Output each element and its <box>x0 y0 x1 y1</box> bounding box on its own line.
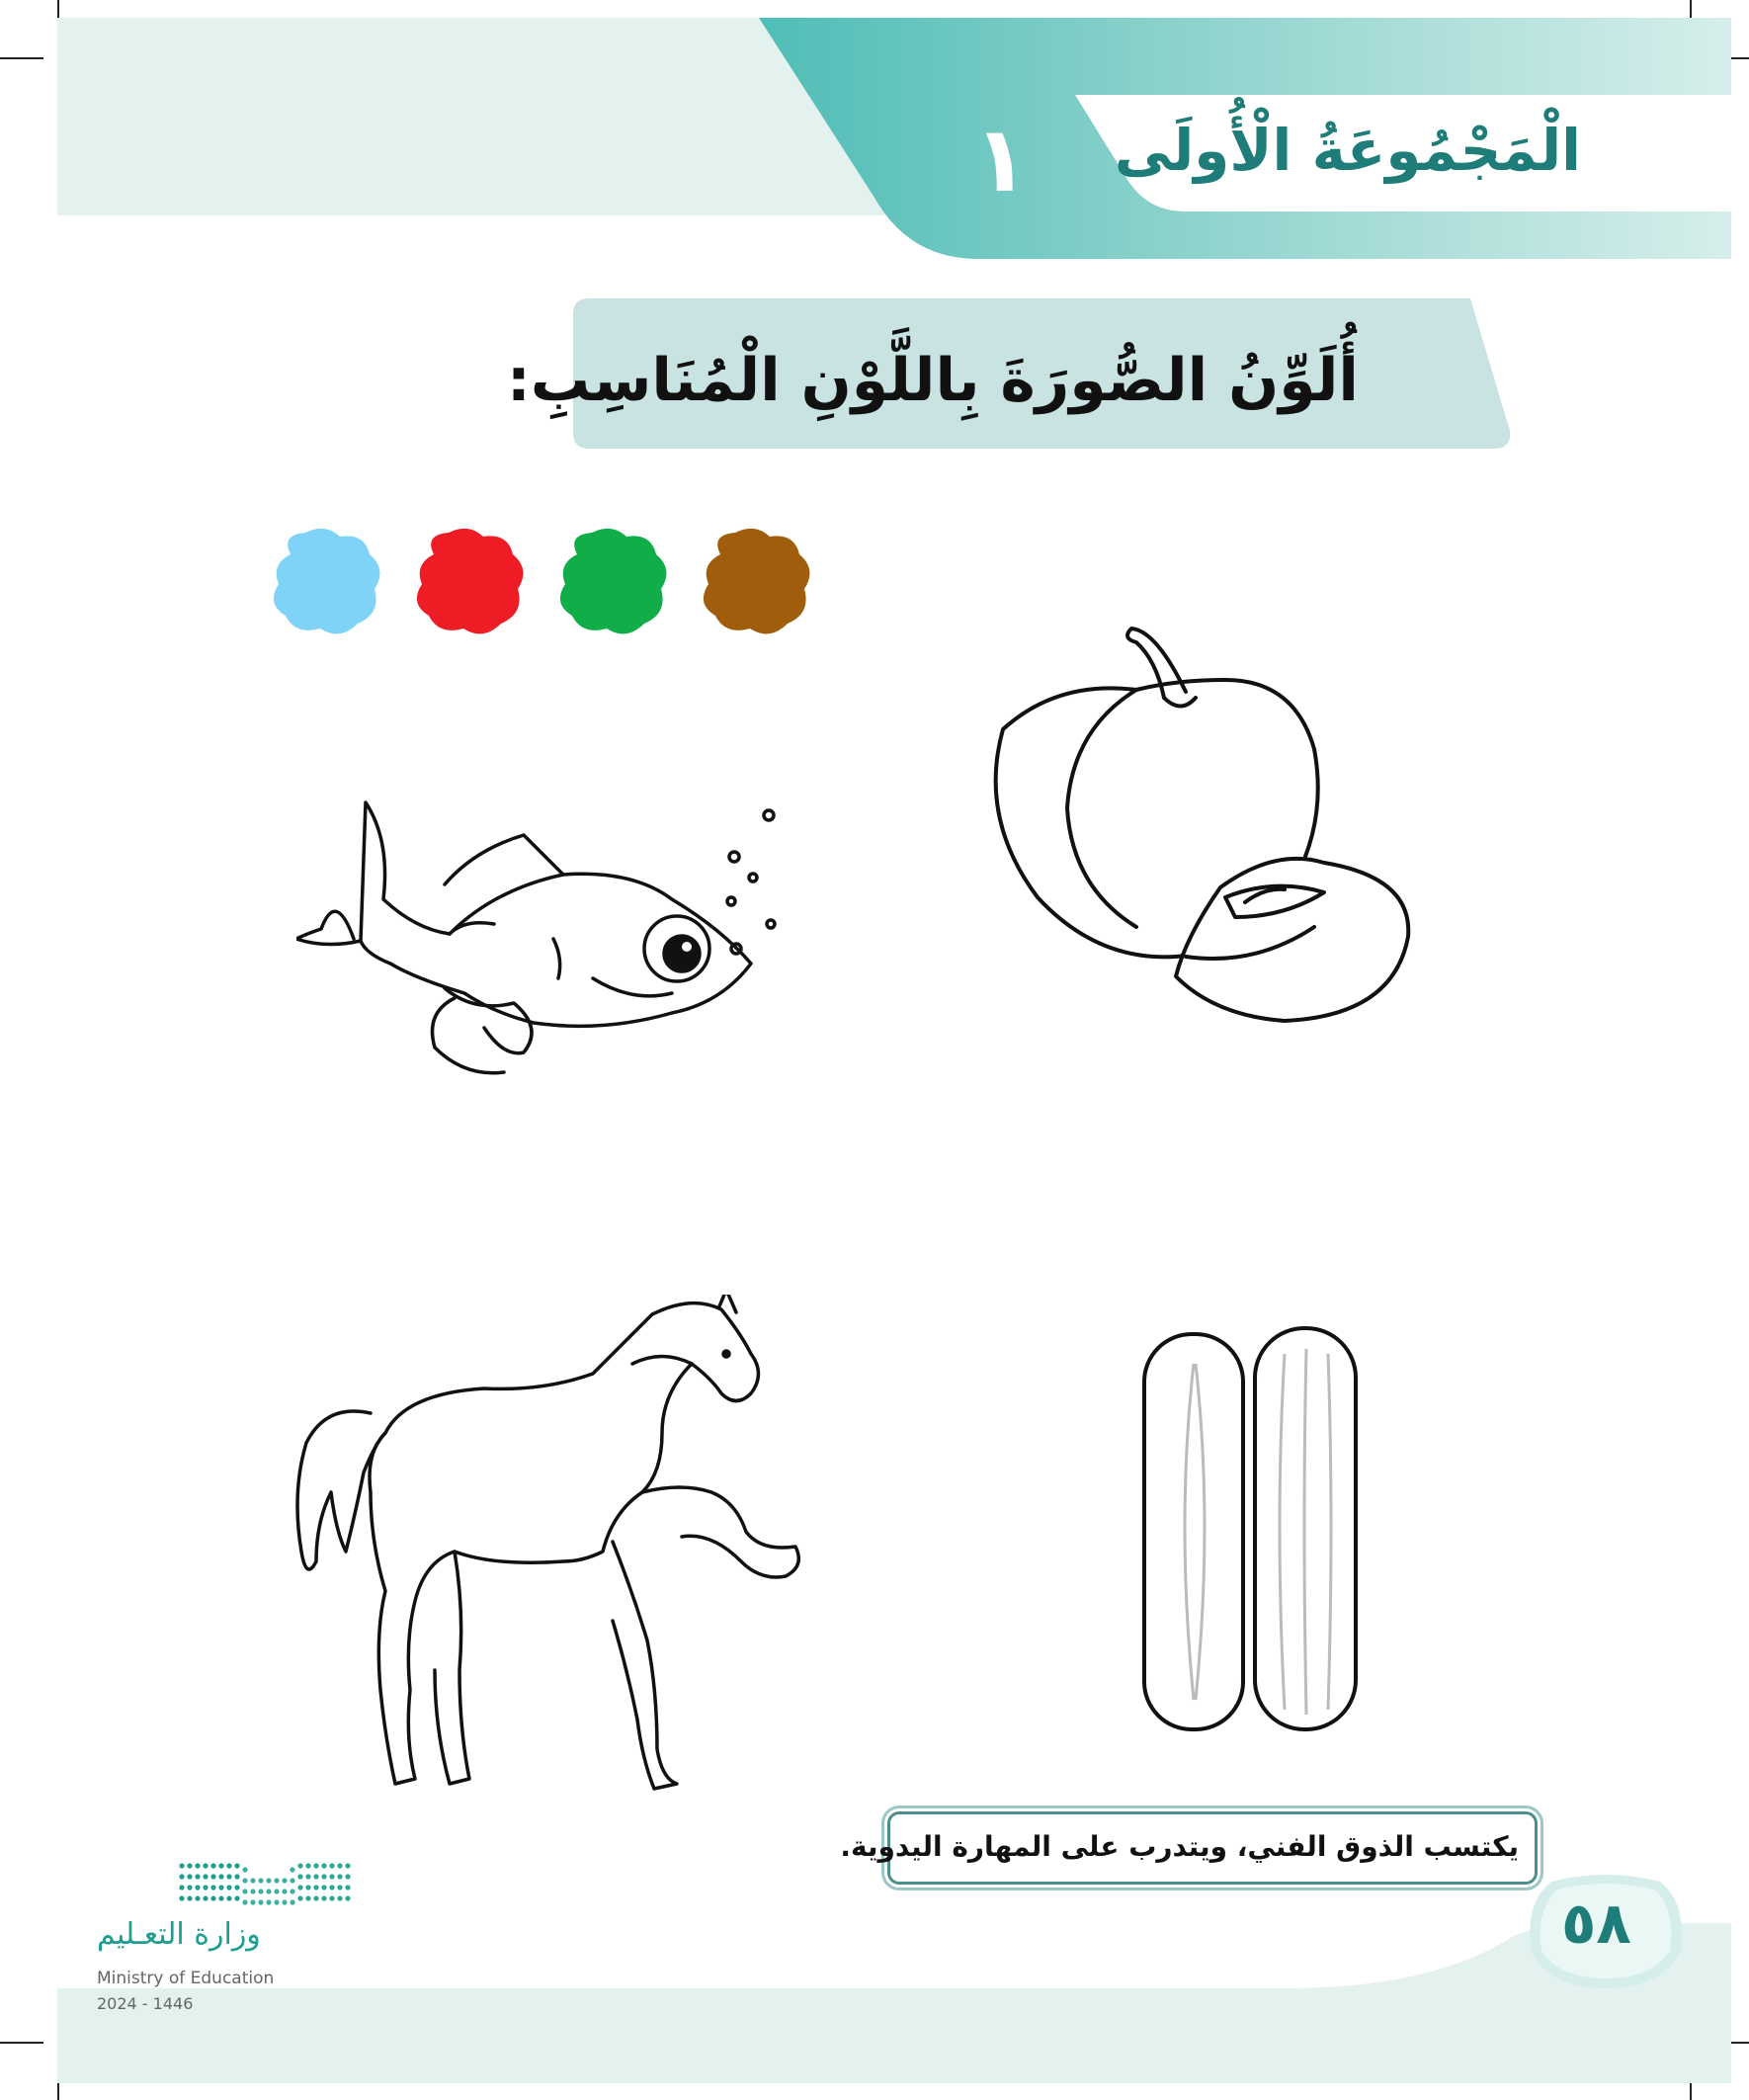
logo-dot <box>274 1878 279 1883</box>
logo-dot <box>329 1885 334 1890</box>
logo-dot <box>274 1889 279 1893</box>
crop-mark <box>0 2042 43 2044</box>
apple-icon <box>988 621 1423 1026</box>
logo-dot <box>266 1899 271 1904</box>
logo-dot <box>290 1899 294 1904</box>
logo-dot <box>297 1885 302 1890</box>
logo-dot <box>250 1899 255 1904</box>
logo-dot <box>321 1885 326 1890</box>
skill-note-text: يكتسب الذوق الفني، ويتدرب على المهارة اليدوية. <box>840 1830 1519 1863</box>
logo-dot <box>329 1863 334 1868</box>
logo-dot <box>210 1885 215 1890</box>
logo-dot <box>226 1863 231 1868</box>
group-number: ١ <box>973 107 1030 212</box>
logo-dot <box>234 1863 239 1868</box>
logo-dot <box>345 1863 350 1868</box>
paint-swatch <box>560 529 667 634</box>
logo-dot <box>313 1863 318 1868</box>
logo-dot <box>250 1889 255 1893</box>
logo-dot <box>345 1885 350 1890</box>
logo-dot <box>242 1867 247 1872</box>
logo-dot <box>210 1874 215 1879</box>
logo-dot <box>329 1895 334 1900</box>
logo-dot <box>210 1895 215 1900</box>
logo-dot <box>258 1899 263 1904</box>
instruction-text: أُلَوِّنُ الصُّورَةَ بِاللَّوْنِ الْمُنَاسِبِ: <box>506 346 1359 415</box>
logo-dot <box>187 1895 192 1900</box>
logo-dot <box>290 1889 294 1893</box>
logo-dot <box>305 1863 310 1868</box>
logo-dot <box>321 1895 326 1900</box>
logo-dot <box>282 1899 287 1904</box>
ministry-logo-icon <box>178 1860 356 1907</box>
footer-band <box>57 1988 1731 2083</box>
logo-dot <box>242 1878 247 1883</box>
logo-dot <box>203 1885 208 1890</box>
logo-dot <box>266 1878 271 1883</box>
logo-dot <box>258 1889 263 1893</box>
logo-dot <box>337 1885 342 1890</box>
logo-dot <box>187 1874 192 1879</box>
logo-dot <box>282 1889 287 1893</box>
logo-dot <box>226 1874 231 1879</box>
logo-dot <box>250 1878 255 1883</box>
logo-dot <box>321 1863 326 1868</box>
logo-dot <box>218 1885 223 1890</box>
logo-dot <box>234 1874 239 1879</box>
logo-dot <box>179 1895 184 1900</box>
logo-dot <box>234 1885 239 1890</box>
logo-dot <box>313 1874 318 1879</box>
logo-dot <box>179 1863 184 1868</box>
logo-dot <box>290 1867 294 1872</box>
paint-swatch <box>274 529 380 634</box>
paint-swatch <box>704 529 810 634</box>
logo-dot <box>337 1863 342 1868</box>
cucumber-icon <box>1136 1324 1364 1739</box>
logo-dot <box>234 1895 239 1900</box>
logo-dot <box>305 1895 310 1900</box>
logo-dot <box>187 1885 192 1890</box>
logo-dot <box>345 1874 350 1879</box>
logo-dot <box>297 1863 302 1868</box>
logo-dot <box>203 1874 208 1879</box>
logo-dot <box>290 1878 294 1883</box>
logo-dot <box>297 1895 302 1900</box>
page-number: ٥٨ <box>1561 1890 1631 1957</box>
logo-dot <box>195 1885 200 1890</box>
horse-icon <box>287 1295 879 1799</box>
logo-dot <box>274 1899 279 1904</box>
logo-dot <box>329 1874 334 1879</box>
logo-dot <box>179 1874 184 1879</box>
logo-dot <box>218 1895 223 1900</box>
logo-dot <box>337 1895 342 1900</box>
color-palette <box>267 519 820 647</box>
logo-dot <box>321 1874 326 1879</box>
logo-dot <box>242 1889 247 1893</box>
logo-dot <box>226 1895 231 1900</box>
logo-dot <box>195 1874 200 1879</box>
logo-dot <box>305 1885 310 1890</box>
logo-dot <box>242 1899 247 1904</box>
logo-dot <box>337 1874 342 1879</box>
logo-dot <box>313 1885 318 1890</box>
logo-dot <box>203 1863 208 1868</box>
logo-dot <box>187 1863 192 1868</box>
logo-dot <box>179 1885 184 1890</box>
logo-dot <box>305 1874 310 1879</box>
logo-dot <box>297 1874 302 1879</box>
fish-icon <box>296 791 791 1117</box>
logo-dot <box>266 1889 271 1893</box>
logo-dot <box>313 1895 318 1900</box>
logo-dot <box>218 1874 223 1879</box>
paint-swatch <box>417 529 524 634</box>
logo-dot <box>195 1895 200 1900</box>
group-title: الْمَجْمُوعَةُ الْأُولَى <box>1114 117 1581 184</box>
ministry-name-english: Ministry of Education <box>97 1969 275 1988</box>
logo-dot <box>218 1863 223 1868</box>
ministry-name-arabic: وزارة التعـليم <box>97 1917 261 1952</box>
logo-dot <box>282 1878 287 1883</box>
logo-dot <box>203 1895 208 1900</box>
logo-dot <box>226 1885 231 1890</box>
skill-note <box>840 1811 1538 1885</box>
logo-dot <box>210 1863 215 1868</box>
logo-dot <box>195 1863 200 1868</box>
logo-dot <box>258 1878 263 1883</box>
edition-year: 2024 - 1446 <box>97 1994 194 2013</box>
logo-dot <box>345 1895 350 1900</box>
